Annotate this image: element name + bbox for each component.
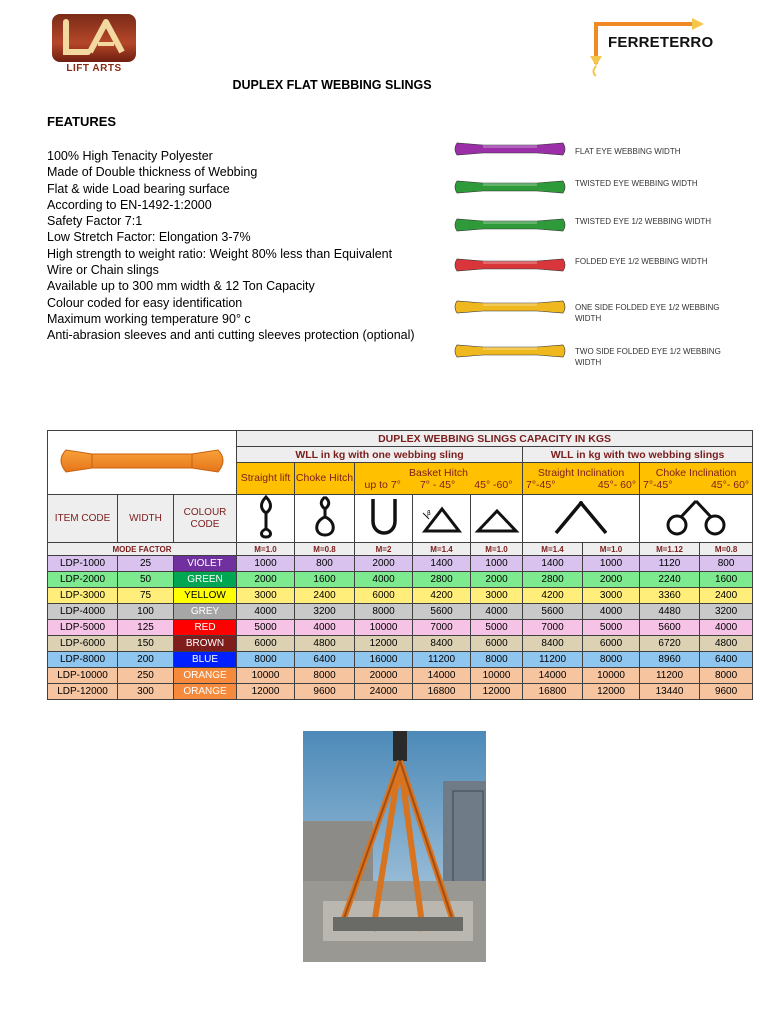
mode-factor: M=0.8 [295,543,355,556]
table-row [48,636,753,652]
capacity-cell: 1400 [413,556,471,572]
features-list [47,148,447,344]
table-row [48,668,753,684]
item-code-cell: LDP-4000 [48,604,118,620]
ferreterro-logo [582,8,722,80]
range-7-45: 7°-45° [643,478,673,491]
capacity-cell: 1000 [471,556,523,572]
item-code-cell: LDP-10000 [48,668,118,684]
width-cell: 75 [118,588,174,604]
feature-item: Anti-abrasion sleeves and anti cutting sleeves protection (optional) [47,328,415,343]
capacity-cell: 10000 [355,620,413,636]
capacity-cell: 10000 [237,668,295,684]
width-cell: 150 [118,636,174,652]
sling-type-flat-eye [453,134,753,166]
basket-range-up-to-7: up to 7° [364,478,401,491]
capacity-cell: 11200 [640,668,700,684]
feature-item: Colour coded for easy identification [47,295,243,310]
item-code-cell: LDP-2000 [48,572,118,588]
capacity-cell: 16800 [523,684,583,700]
straight-inclination-icon [523,495,640,543]
capacity-cell: 2000 [583,572,640,588]
item-code-cell: LDP-5000 [48,620,118,636]
svg-text:β: β [426,510,431,517]
sling-caption: FOLDED EYE 1/2 WEBBING WIDTH [575,257,708,266]
capacity-cell: 2000 [471,572,523,588]
mode-factor: M=2 [355,543,413,556]
table-icon-row [48,495,753,543]
table-row [48,684,753,700]
capacity-cell: 8960 [640,652,700,668]
capacity-cell: 8000 [700,668,753,684]
capacity-table [47,430,753,700]
capacity-cell: 4000 [295,620,355,636]
colour-code-cell: BLUE [174,652,237,668]
sling-caption: TWISTED EYE WEBBING WIDTH [575,179,698,188]
capacity-cell: 14000 [523,668,583,684]
sling-product-image-cell [48,431,237,495]
width-cell: 100 [118,604,174,620]
capacity-cell: 8000 [583,652,640,668]
item-code-cell: LDP-12000 [48,684,118,700]
capacity-cell: 800 [295,556,355,572]
basket-range-45-60: 45° -60° [474,478,513,491]
sling-type-one-side-folded [453,292,753,324]
orange-sling-image [52,436,232,486]
feature-item: Maximum working temperature 90° c [47,311,251,326]
capacity-cell: 13440 [640,684,700,700]
capacity-cell: 5600 [413,604,471,620]
group-two-slings-header: WLL in kg with two webbing slings [523,447,753,463]
table-row [48,604,753,620]
capacity-cell: 2400 [700,588,753,604]
mode-factor: M=1.0 [583,543,640,556]
mode-factor: M=1.4 [523,543,583,556]
one-side-folded-sling-image [453,295,567,319]
colour-code-cell: BROWN [174,636,237,652]
sling-type-twisted-eye-half [453,210,753,242]
capacity-rows [48,556,753,700]
colour-code-cell: GREEN [174,572,237,588]
capacity-cell: 1000 [583,556,640,572]
lift-arts-logo-badge [52,14,136,62]
capacity-cell: 9600 [700,684,753,700]
range-45-60: 45°- 60° [597,478,637,491]
capacity-cell: 12000 [583,684,640,700]
colour-code-header: COLOUR CODE [174,495,237,543]
width-header: WIDTH [118,495,174,543]
width-cell: 200 [118,652,174,668]
sling-caption: ONE SIDE FOLDED EYE 1/2 WEBBING WIDTH [575,303,720,323]
mode-factor: M=1.0 [237,543,295,556]
feature-item: 100% High Tenacity Polyester [47,149,213,163]
capacity-cell: 8000 [237,652,295,668]
sling-type-two-side-folded [453,336,753,368]
capacity-cell: 3000 [471,588,523,604]
item-code-cell: LDP-1000 [48,556,118,572]
choke-inclination-header [640,463,753,495]
capacity-cell: 11200 [413,652,471,668]
capacity-cell: 6400 [295,652,355,668]
group-one-sling-header: WLL in kg with one webbing sling [237,447,523,463]
site-lifting-photo [303,731,486,962]
colour-code-cell: ORANGE [174,684,237,700]
two-side-folded-sling-image [453,339,567,363]
straight-inclination-header [523,463,640,495]
width-cell: 125 [118,620,174,636]
capacity-cell: 4000 [471,604,523,620]
capacity-cell: 12000 [355,636,413,652]
capacity-cell: 4200 [413,588,471,604]
colour-code-cell: VIOLET [174,556,237,572]
basket-range-7-45: 7° - 45° [419,478,456,491]
straight-lift-icon [237,495,295,543]
straight-lift-header: Straight lift [237,463,295,495]
lift-arts-logo-caption: LIFT ARTS [66,63,122,74]
capacity-cell: 800 [700,556,753,572]
basket-up-to-7-icon [355,495,413,543]
capacity-cell: 9600 [295,684,355,700]
feature-item: Available up to 300 mm width & 12 Ton Capacity [47,279,315,294]
item-code-cell: LDP-6000 [48,636,118,652]
features-heading: FEATURES [47,114,117,129]
table-row [48,556,753,572]
capacity-cell: 3200 [295,604,355,620]
choke-inclination-label: Choke Inclination [655,466,737,479]
capacity-cell: 1600 [700,572,753,588]
sling-caption: TWO SIDE FOLDED EYE 1/2 WEBBING WIDTH [575,347,721,367]
lift-arts-logo-mark [52,14,136,62]
basket-45-60-icon [471,495,523,543]
capacity-cell: 1120 [640,556,700,572]
capacity-cell: 8400 [413,636,471,652]
feature-item: Low Stretch Factor: Elongation 3-7% [47,230,251,245]
capacity-cell: 5000 [237,620,295,636]
capacity-cell: 6000 [583,636,640,652]
colour-code-cell: ORANGE [174,668,237,684]
feature-item: Flat & wide Load bearing surface [47,181,230,196]
feature-item: Wire or Chain slings [47,263,159,278]
flat-eye-sling-image [453,137,567,161]
table-row [48,572,753,588]
capacity-cell: 8000 [471,652,523,668]
capacity-cell: 7000 [413,620,471,636]
capacity-cell: 3200 [700,604,753,620]
capacity-cell: 2240 [640,572,700,588]
capacity-cell: 10000 [471,668,523,684]
capacity-cell: 8000 [295,668,355,684]
lift-arts-logo [52,14,136,74]
sling-type-folded-eye-half [453,250,753,282]
capacity-cell: 3360 [640,588,700,604]
item-code-header: ITEM CODE [48,495,118,543]
table-row [48,588,753,604]
choke-inclination-ranges [640,479,752,491]
folded-eye-half-sling-image [453,253,567,277]
capacity-cell: 3000 [237,588,295,604]
range-45-60: 45°- 60° [710,478,750,491]
capacity-cell: 4000 [237,604,295,620]
document-title: DUPLEX FLAT WEBBING SLINGS [232,78,432,92]
feature-item: High strength to weight ratio: Weight 80% less than Equivalent [47,246,393,261]
capacity-cell: 2000 [355,556,413,572]
capacity-cell: 7000 [523,620,583,636]
mode-factor: M=0.8 [700,543,753,556]
capacity-cell: 1000 [237,556,295,572]
capacity-cell: 4800 [295,636,355,652]
capacity-cell: 1600 [295,572,355,588]
twisted-eye-half-sling-image [453,213,567,237]
width-cell: 25 [118,556,174,572]
colour-code-cell: RED [174,620,237,636]
capacity-cell: 8400 [523,636,583,652]
item-code-cell: LDP-8000 [48,652,118,668]
capacity-cell: 5000 [471,620,523,636]
capacity-cell: 4480 [640,604,700,620]
capacity-cell: 1400 [523,556,583,572]
capacity-cell: 2000 [237,572,295,588]
choke-hitch-icon [295,495,355,543]
range-7-45: 7°-45° [526,478,556,491]
capacity-cell: 2800 [413,572,471,588]
capacity-cell: 4800 [700,636,753,652]
colour-code-cell: GREY [174,604,237,620]
capacity-cell: 16000 [355,652,413,668]
mode-factor: M=1.0 [471,543,523,556]
basket-hitch-ranges [355,479,522,491]
width-cell: 300 [118,684,174,700]
capacity-cell: 16800 [413,684,471,700]
mode-factor-row [48,543,753,556]
choke-hitch-header: Choke Hitch [295,463,355,495]
capacity-cell: 4000 [355,572,413,588]
basket-7-45-icon [413,495,471,543]
capacity-cell: 24000 [355,684,413,700]
twisted-eye-sling-image [453,175,567,199]
capacity-cell: 3000 [583,588,640,604]
capacity-cell: 5600 [523,604,583,620]
capacity-cell: 6720 [640,636,700,652]
choke-inclination-icon [640,495,753,543]
basket-hitch-label: Basket Hitch [409,466,468,479]
width-cell: 250 [118,668,174,684]
sling-caption: TWISTED EYE 1/2 WEBBING WIDTH [575,217,712,226]
capacity-cell: 2400 [295,588,355,604]
colour-code-cell: YELLOW [174,588,237,604]
capacity-cell: 4000 [583,604,640,620]
capacity-cell: 14000 [413,668,471,684]
capacity-cell: 12000 [237,684,295,700]
table-header-row [48,431,753,447]
basket-hitch-header [355,463,523,495]
capacity-cell: 5000 [583,620,640,636]
capacity-cell: 2800 [523,572,583,588]
capacity-cell: 6000 [471,636,523,652]
mode-factor: M=1.12 [640,543,700,556]
straight-inclination-ranges [523,479,639,491]
ferreterro-wordmark: FERRETERRO [608,34,714,51]
capacity-cell: 6000 [237,636,295,652]
table-title: DUPLEX WEBBING SLINGS CAPACITY IN KGS [237,431,753,447]
straight-inclination-label: Straight Inclination [537,466,625,479]
capacity-cell: 10000 [583,668,640,684]
item-code-cell: LDP-3000 [48,588,118,604]
capacity-cell: 11200 [523,652,583,668]
capacity-cell: 6400 [700,652,753,668]
mode-factor-label: MODE FACTOR [48,543,237,556]
width-cell: 50 [118,572,174,588]
sling-type-twisted-eye [453,172,753,204]
capacity-cell: 4200 [523,588,583,604]
capacity-cell: 6000 [355,588,413,604]
feature-item: Made of Double thickness of Webbing [47,165,258,180]
mode-factor: M=1.4 [413,543,471,556]
capacity-cell: 12000 [471,684,523,700]
capacity-cell: 20000 [355,668,413,684]
feature-item: According to EN-1492-1:2000 [47,197,212,212]
feature-item: Safety Factor 7:1 [47,214,143,229]
table-row [48,620,753,636]
sling-caption: FLAT EYE WEBBING WIDTH [575,147,681,156]
capacity-cell: 4000 [700,620,753,636]
table-row [48,652,753,668]
capacity-cell: 5600 [640,620,700,636]
capacity-cell: 8000 [355,604,413,620]
